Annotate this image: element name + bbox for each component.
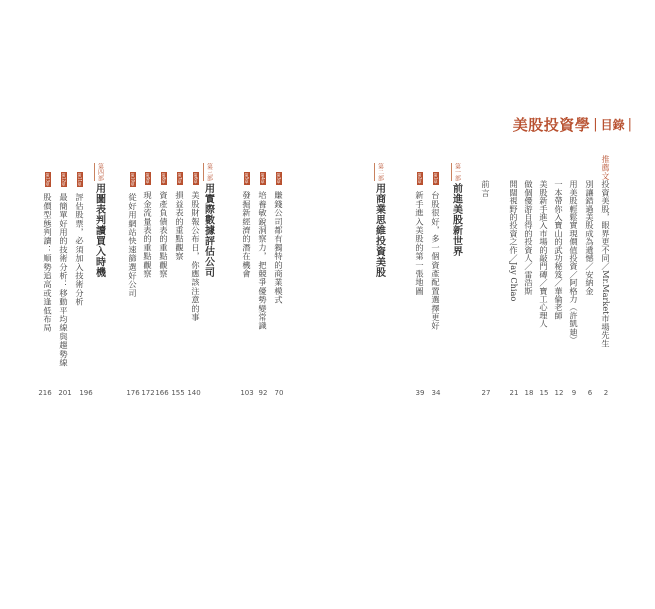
toc-header [513, 114, 635, 135]
toc-entry-text: 做個優游自得的投資人／雷浩斯 [524, 180, 534, 295]
intro-text: 前言 [481, 180, 491, 198]
part-header-1 [449, 163, 463, 257]
chapter-title: 現金流量表的重點觀察 [143, 191, 153, 278]
toc-entry-text: 一本帶你入寶山的武功秘笈／華倫老師 [554, 180, 564, 320]
chapter-title: 從好用網站快速篩選好公司 [128, 193, 138, 298]
toc-entry[interactable] [538, 180, 549, 328]
chapter-entry[interactable] [430, 172, 441, 330]
page-number: 166 [155, 389, 169, 397]
title-separator: | [593, 117, 598, 132]
preface-heading: 推薦文 [601, 155, 610, 181]
toc-entry-intro[interactable] [480, 180, 491, 197]
chapter-entry[interactable] [241, 172, 252, 278]
chapter-title: 台股很好，多一個資產配置選擇更好 [431, 191, 441, 331]
chapter-title: 最簡單好用的技術分析：移動平均線與趨勢線 [59, 193, 69, 368]
chapter-entry[interactable] [414, 172, 425, 295]
toc-entry[interactable] [600, 180, 611, 347]
page-number: 155 [171, 389, 185, 397]
toc-entry-text: 美股新手進入市場的敲門磚／寶工心理人 [539, 180, 549, 328]
toc-entry-text: 別讓錯過美股成為遺憾／安納金 [585, 180, 595, 295]
chapter-badge: 第11章 [77, 173, 83, 187]
toc-label: 目錄 [600, 118, 625, 132]
chapter-title: 損益表的重點觀察 [175, 191, 185, 261]
title-trail: | [627, 117, 632, 132]
page-number: 196 [79, 389, 93, 397]
chapter-entry[interactable] [174, 172, 185, 261]
page-number: 21 [509, 389, 519, 397]
preface-heading-col [600, 155, 611, 181]
chapter-badge: 第13章 [45, 173, 51, 187]
chapter-title: 股價型態判讀：順勢追高或逢低布局 [43, 193, 53, 333]
page-number: 39 [415, 389, 425, 397]
chapter-entry[interactable] [42, 172, 53, 332]
page-number: 92 [258, 389, 268, 397]
chapter-title: 資產負債表的重點觀察 [159, 191, 169, 278]
chapter-title: 賺錢公司都有獨特的商業模式 [274, 191, 284, 305]
chapter-badge: 第2章 [417, 173, 423, 184]
part-label: 第四部 [94, 163, 105, 181]
toc-entry[interactable] [508, 180, 519, 301]
part-header-3 [201, 163, 215, 278]
page-number: 15 [539, 389, 549, 397]
chapter-entry[interactable] [142, 172, 153, 278]
part-label: 第三部 [203, 163, 214, 181]
chapter-badge: 第9章 [145, 173, 151, 184]
page-number: 12 [554, 389, 564, 397]
chapter-entry[interactable] [127, 172, 138, 298]
page-number: 6 [587, 389, 593, 397]
chapter-badge: 第4章 [260, 173, 266, 184]
chapter-entry[interactable] [74, 172, 85, 306]
chapter-entry[interactable] [273, 172, 284, 304]
part-label: 第二部 [374, 163, 385, 181]
chapter-title: 新手進入美股的第一張地圖 [415, 191, 425, 296]
toc-entry[interactable] [568, 180, 579, 344]
chapter-entry[interactable] [58, 172, 69, 367]
toc-entry[interactable] [553, 180, 564, 319]
page-number: 27 [481, 389, 491, 397]
part-header-4 [92, 163, 106, 278]
page-number: 2 [603, 389, 609, 397]
chapter-title: 培養敏銳洞察力，把競爭優勢變常識 [258, 191, 268, 331]
chapter-title: 發掘新經濟的潛在機會 [242, 191, 252, 278]
chapter-badge: 第10章 [130, 173, 136, 187]
page-number: 9 [571, 389, 577, 397]
part-title: 用圖表判讀買入時機 [93, 183, 105, 278]
part-title: 用商業思維投資美股 [373, 183, 385, 278]
part-header-2 [372, 163, 386, 278]
page-number: 216 [38, 389, 52, 397]
chapter-entry[interactable] [257, 172, 268, 330]
chapter-badge: 第1章 [433, 173, 439, 184]
page-number: 34 [431, 389, 441, 397]
chapter-badge: 第7章 [177, 173, 183, 184]
page-number: 18 [524, 389, 534, 397]
part-title: 前進美股新世界 [450, 183, 462, 257]
toc-entry-text: 用美股輕鬆實現價值投資／阿格力（許凱廸） [569, 180, 579, 344]
toc-entry[interactable] [584, 180, 595, 295]
part-label: 第一部 [451, 163, 462, 181]
toc-entry-text: 開闊視野的投資之作／Jay Chiao [509, 180, 519, 302]
page-number: 176 [126, 389, 140, 397]
chapter-badge: 第6章 [193, 173, 199, 184]
chapter-title: 美股財報公布日，你應該注意的事 [191, 191, 201, 322]
toc-entry-text: 投資美股，眼界更不同／Mr.Market市場先生 [601, 180, 611, 348]
toc-entry[interactable] [523, 180, 534, 295]
chapter-badge: 第5章 [244, 173, 250, 184]
chapter-entry[interactable] [190, 172, 201, 322]
chapter-title: 評估股票，必須加入技術分析 [75, 193, 85, 307]
page-number: 103 [240, 389, 254, 397]
chapter-badge: 第8章 [161, 173, 167, 184]
chapter-badge: 第12章 [61, 173, 67, 187]
page-number: 70 [274, 389, 284, 397]
page-number: 172 [141, 389, 155, 397]
page-number: 201 [58, 389, 72, 397]
chapter-entry[interactable] [158, 172, 169, 278]
book-title: 美股投資學 [512, 116, 591, 134]
part-title: 用實際數據評估公司 [202, 183, 214, 278]
page-number: 140 [187, 389, 201, 397]
chapter-badge: 第3章 [276, 173, 282, 184]
